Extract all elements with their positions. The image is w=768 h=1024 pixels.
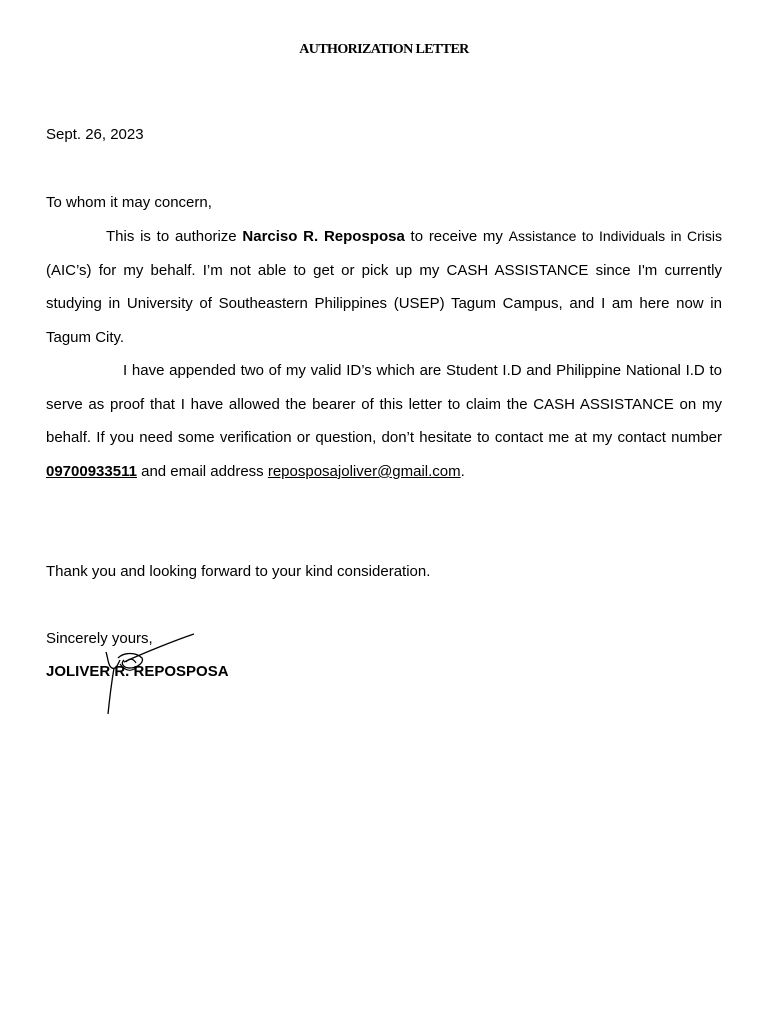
thank-you-line: Thank you and looking forward to your kind consideration. xyxy=(46,563,431,580)
salutation: To whom it may concern, xyxy=(46,194,212,211)
email-link[interactable]: reposposajoliver@gmail.com xyxy=(267,462,461,480)
authorized-person-name: Narciso R. Reposposa xyxy=(242,228,405,245)
paragraph-authorization xyxy=(46,220,722,354)
paragraph2-text-1: I have appended two of my valid ID’s which are Student I.D and Philippine National I.D to serve as proof that I have allowed the bearer of this letter to claim the CASH ASSISTANCE on my behalf. If you need some verification or question, don’t hesitate to contact me at my contact number xyxy=(46,362,722,447)
program-name: Assistance to Individuals in Crisis xyxy=(508,228,722,244)
letter-date: Sept. 26, 2023 xyxy=(46,126,144,143)
signer-name: JOLIVER R. REPOSPOSA xyxy=(46,663,229,680)
closing-line: Sincerely yours, xyxy=(46,630,153,647)
paragraph1-text-2: to receive my xyxy=(404,228,509,245)
letter-title: AUTHORIZATION LETTER xyxy=(299,42,469,57)
paragraph-valid-ids xyxy=(46,354,722,488)
paragraph1-text-1: This is to authorize xyxy=(106,228,243,245)
paragraph2-text-3: . xyxy=(460,462,465,480)
contact-number: 09700933511 xyxy=(46,462,137,480)
paragraph1-text-3: (AIC’s) for my behalf. I’m not able to get or pick up my CASH ASSISTANCE since I'm currently studying in University of Southeastern Philippines (USEP) Tagum Campus, and I am here now in Tagum City. xyxy=(46,261,722,346)
paragraph2-text-2: and email address xyxy=(136,462,268,480)
